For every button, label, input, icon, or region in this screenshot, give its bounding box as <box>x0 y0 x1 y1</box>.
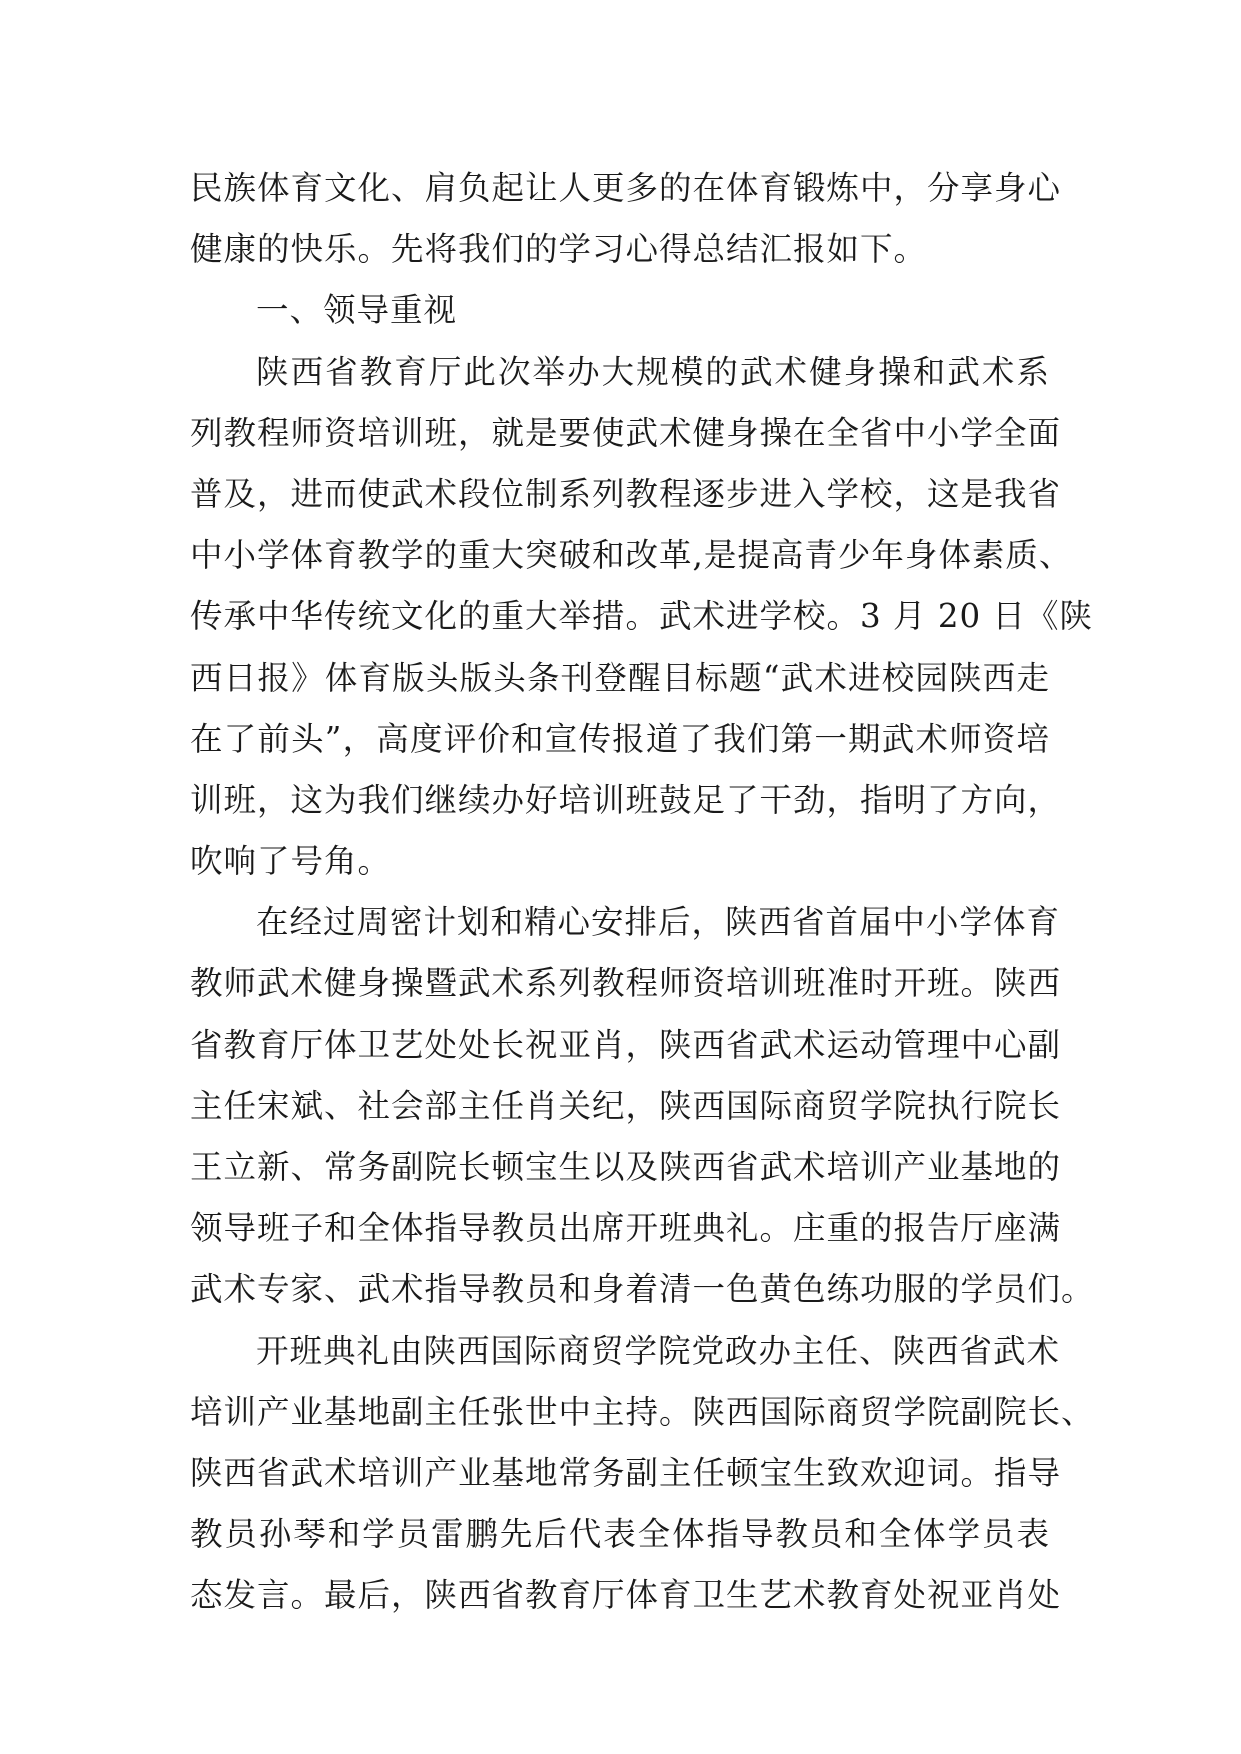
paragraph-first-line: 开班典礼由陕西国际商贸学院党政办主任、陕西省武术 <box>256 1331 1061 1370</box>
text-line: 武术专家、武术指导教员和身着清一色黄色练功服的学员们。 <box>190 1270 1095 1309</box>
text-line: 王立新、常务副院长顿宝生以及陕西省武术培训产业基地的 <box>190 1148 1062 1186</box>
text-line: 主任宋斌、社会部主任肖关纪，陕西国际商贸学院执行院长 <box>190 1086 1062 1125</box>
text-line: 吹响了号角。 <box>190 842 392 881</box>
text-line: 普及，进而使武术段位制系列教程逐步进入学校，这是我省 <box>190 474 1062 513</box>
section-heading: 一、领导重视 <box>256 291 458 330</box>
paragraph-first-line: 在经过周密计划和精心安排后，陕西省首届中小学体育 <box>256 903 1061 942</box>
text-line: 在了前头”，高度评价和宣传报道了我们第一期武术师资培 <box>190 719 1050 758</box>
text-line: 民族体育文化、肩负起让人更多的在体育锻炼中，分享身心 <box>190 169 1062 207</box>
text-line: 省教育厅体卫艺处处长祝亚肖，陕西省武术运动管理中心副 <box>190 1025 1062 1064</box>
text-line: 中小学体育教学的重大突破和改革,是提高青少年身体素质、 <box>190 536 1073 575</box>
text-line: 培训产业基地副主任张世中主持。陕西国际商贸学院副院长、 <box>190 1392 1095 1431</box>
document-body <box>190 158 1095 1627</box>
text-line: 教员孙琴和学员雷鹏先后代表全体指导教员和全体学员表 <box>190 1515 1050 1554</box>
text-line: 西日报》体育版头版头条刊登醒目标题“武术进校园陕西走 <box>190 658 1050 697</box>
text-line: 态发言。最后，陕西省教育厅体育卫生艺术教育处祝亚肖处 <box>190 1576 1062 1615</box>
paragraph-first-line: 陕西省教育厅此次举办大规模的武术健身操和武术系 <box>256 352 1050 391</box>
text-line: 传承中华传统文化的重大举措。武术进学校。3 月 20 日《陕 <box>190 597 1094 636</box>
text-line: 教师武术健身操暨武术系列教程师资培训班准时开班。陕西 <box>190 964 1062 1003</box>
text-line: 陕西省武术培训产业基地常务副主任顿宝生致欢迎词。指导 <box>190 1453 1062 1492</box>
text-line: 训班，这为我们继续办好培训班鼓足了干劲，指明了方向， <box>190 780 1062 819</box>
text-line: 领导班子和全体指导教员出席开班典礼。庄重的报告厅座满 <box>190 1209 1062 1248</box>
text-line: 健康的快乐。先将我们的学习心得总结汇报如下。 <box>190 230 928 269</box>
text-line: 列教程师资培训班，就是要使武术健身操在全省中小学全面 <box>190 413 1062 452</box>
